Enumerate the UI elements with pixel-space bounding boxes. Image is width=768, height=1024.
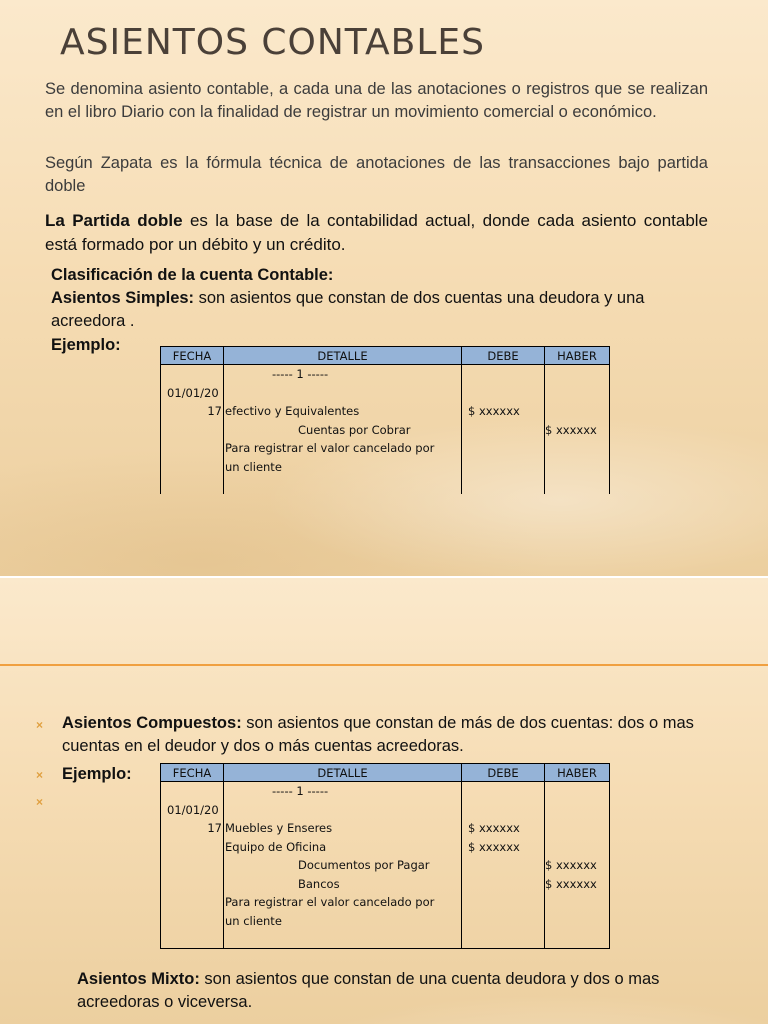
zapata-paragraph: Según Zapata es la fórmula técnica de anotaciones de las transacciones bajo partida doble bbox=[45, 154, 708, 195]
fecha-line: 17 bbox=[207, 404, 222, 418]
slide-2 bbox=[0, 578, 768, 1024]
header-fecha: FECHA bbox=[161, 764, 224, 782]
fecha-line: 01/01/20 bbox=[167, 385, 219, 400]
asientos-simples-term: Asientos Simples: bbox=[51, 289, 195, 307]
header-haber: HABER bbox=[545, 764, 610, 782]
asientos-mixto-text: son asientos que constan de una cuenta deudora y dos o mas acreedoras o viceversa. bbox=[77, 970, 660, 1011]
haber-line bbox=[545, 838, 609, 857]
debe-line: $ xxxxxx bbox=[468, 839, 520, 854]
haber-line bbox=[545, 782, 609, 801]
detalle-line: un cliente bbox=[225, 459, 282, 474]
entry-number: ----- 1 ----- bbox=[272, 367, 329, 381]
debe-line bbox=[462, 365, 544, 384]
detalle-cell bbox=[224, 782, 462, 949]
detalle-line: Bancos bbox=[298, 876, 340, 891]
header-debe: DEBE bbox=[462, 764, 545, 782]
asientos-mixto-paragraph bbox=[77, 968, 717, 1014]
fecha-line: 17 bbox=[207, 821, 222, 835]
detalle-cell bbox=[224, 365, 462, 494]
asientos-compuestos-text: son asientos que constan de más de dos cuentas: dos o mas cuentas en el deudor y dos o más cuentas acreedoras. bbox=[62, 714, 694, 755]
haber-line bbox=[545, 384, 609, 403]
fecha-line: 01/01/20 bbox=[167, 802, 219, 817]
debe-line bbox=[462, 782, 544, 801]
detalle-line: efectivo y Equivalentes bbox=[225, 404, 360, 418]
haber-line bbox=[545, 402, 609, 421]
partida-doble-text: es la base de la contabilidad actual, donde cada asiento contable está formado por un débito y un crédito. bbox=[45, 211, 709, 254]
asientos-compuestos-paragraph bbox=[62, 712, 752, 758]
partida-doble-paragraph bbox=[45, 209, 708, 257]
ejemplo-label: Ejemplo: bbox=[51, 336, 121, 354]
haber-line bbox=[545, 801, 609, 820]
detalle-line: Para registrar el valor cancelado por bbox=[225, 441, 435, 455]
asientos-simples-paragraph bbox=[51, 287, 711, 333]
journal-table-compound bbox=[160, 763, 610, 949]
fecha-line bbox=[161, 365, 223, 384]
debe-line bbox=[462, 801, 544, 820]
haber-line bbox=[545, 819, 609, 838]
ejemplo-label: Ejemplo: bbox=[62, 765, 132, 783]
partida-doble-term: La Partida doble bbox=[45, 211, 183, 230]
detalle-line: un cliente bbox=[225, 913, 282, 928]
debe-line: $ xxxxxx bbox=[468, 404, 520, 418]
slide-title: ASIENTOS CONTABLES bbox=[60, 22, 485, 63]
asientos-simples-text: son asientos que constan de dos cuentas una deudora y una acreedora . bbox=[51, 289, 645, 330]
haber-line: $ xxxxxx bbox=[545, 876, 597, 891]
detalle-line: Muebles y Enseres bbox=[225, 821, 333, 835]
clasificacion-heading: Clasificación de la cuenta Contable: bbox=[51, 266, 334, 284]
debe-line: $ xxxxxx bbox=[468, 821, 520, 835]
bullet-icon: × bbox=[36, 795, 44, 809]
fecha-cell bbox=[161, 365, 224, 494]
header-debe: DEBE bbox=[462, 347, 545, 365]
asientos-mixto-term: Asientos Mixto: bbox=[77, 970, 200, 988]
detalle-line: Documentos por Pagar bbox=[298, 858, 430, 872]
bullet-icon: × bbox=[36, 718, 44, 732]
header-detalle: DETALLE bbox=[224, 764, 462, 782]
bullet-icon: × bbox=[36, 768, 44, 782]
detalle-line: Equipo de Oficina bbox=[225, 839, 327, 854]
divider-line bbox=[0, 664, 768, 666]
haber-line: $ xxxxxx bbox=[545, 858, 597, 872]
journal-table-simple bbox=[160, 346, 610, 494]
detalle-line bbox=[224, 384, 461, 403]
debe-line bbox=[462, 384, 544, 403]
header-fecha: FECHA bbox=[161, 347, 224, 365]
debe-cell bbox=[462, 365, 545, 494]
asientos-compuestos-term: Asientos Compuestos: bbox=[62, 714, 242, 732]
entry-number: ----- 1 ----- bbox=[272, 784, 329, 798]
definition-paragraph: Se denomina asiento contable, a cada una de las anotaciones o registros que se realizan en el libro Diario con la finalidad de registrar un movimiento comercial o económico. bbox=[45, 80, 708, 121]
detalle-line: Cuentas por Cobrar bbox=[298, 422, 411, 437]
haber-line: $ xxxxxx bbox=[545, 422, 597, 437]
detalle-line: Para registrar el valor cancelado por bbox=[225, 895, 435, 909]
fecha-line bbox=[161, 782, 223, 801]
debe-cell bbox=[462, 782, 545, 949]
detalle-line bbox=[224, 801, 461, 820]
header-haber: HABER bbox=[545, 347, 610, 365]
fecha-cell bbox=[161, 782, 224, 949]
haber-cell bbox=[545, 782, 610, 949]
haber-cell bbox=[545, 365, 610, 494]
header-detalle: DETALLE bbox=[224, 347, 462, 365]
haber-line bbox=[545, 365, 609, 384]
